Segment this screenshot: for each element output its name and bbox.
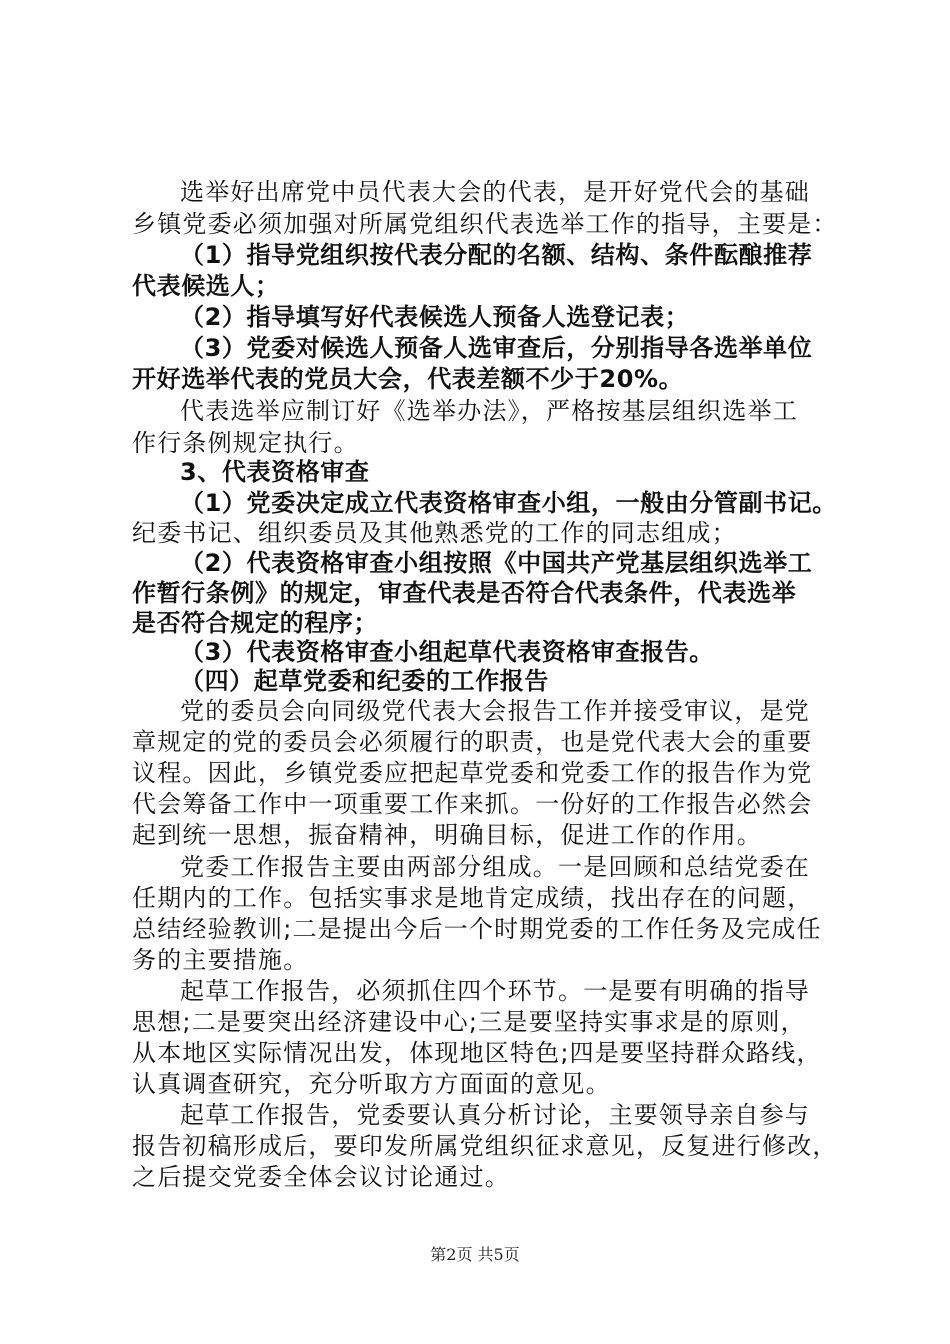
text-line: 作暂行条例》的规定，审查代表是否符合代表条件，代表选举 [132, 579, 797, 607]
text-line: （1）党委决定成立代表资格审查小组，一般由分管副书记。 [180, 489, 837, 517]
text-line: 代表选举应制订好《选举办法》，严格按基层组织选举工 [180, 397, 798, 425]
text-line: 起草工作报告，必须抓住四个环节。一是要有明确的指导 [180, 977, 810, 1005]
text-line: 党委工作报告主要由两部分组成。一是回顾和总结党委在 [180, 853, 810, 881]
text-line: 起草工作报告，党委要认真分析讨论，主要领导亲自参与 [180, 1101, 810, 1129]
text-line: 之后提交党委全体会议讨论通过。 [132, 1163, 510, 1191]
page-footer: 第2页 共5页 [430, 1245, 520, 1264]
section-heading: （四）起草党委和纪委的工作报告 [180, 667, 549, 695]
text-line: 乡镇党委必须加强对所属党组织代表选举工作的指导，主要是： [132, 210, 838, 238]
text-line: （3）党委对候选人预备人选审查后，分别指导各选举单位 [180, 334, 813, 362]
text-line: （2）指导填写好代表候选人预备人选登记表； [180, 303, 690, 331]
text-line: 起到统一思想，振奋精神，明确目标，促进工作的作用。 [132, 821, 762, 849]
text-line: 任期内的工作。包括实事求是地肯定成绩，找出存在的问题， [132, 884, 813, 912]
text-line: 选举好出席党中员代表大会的代表，是开好党代会的基础 [180, 178, 810, 206]
text-line: 代表候选人； [132, 272, 280, 300]
text-line: 报告初稿形成后，要印发所属党组织征求意见，反复进行修改， [132, 1132, 838, 1160]
text-line: 纪委书记、组织委员及其他熟悉党的工作的同志组成； [132, 519, 737, 547]
text-line: 从本地区实际情况出发，体现地区特色;四是要坚持群众路线， [132, 1039, 822, 1067]
text-line: （3）代表资格审查小组起草代表资格审查报告。 [180, 638, 714, 666]
text-line: 总结经验教训;二是提出今后一个时期党委的工作任务及完成任 [132, 915, 822, 943]
text-line: 是否符合规定的程序； [132, 609, 378, 637]
text-line: 章规定的党的委员会必须履行的职责，也是党代表大会的重要 [132, 728, 813, 756]
text-line: （2）代表资格审查小组按照《中国共产党基层组织选举工 [180, 549, 813, 577]
text-line: 党的委员会向同级党代表大会报告工作并接受审议，是党 [180, 697, 810, 725]
text-line: 思想;二是要突出经济建设中心;三是要坚持实事求是的原则， [132, 1008, 806, 1036]
section-heading: 3、代表资格审查 [180, 458, 370, 486]
text-line: 代会筹备工作中一项重要工作来抓。一份好的工作报告必然会 [132, 790, 813, 818]
text-line: 务的主要措施。 [132, 946, 309, 974]
text-line: 认真调查研究，充分听取方方面面的意见。 [132, 1070, 611, 1098]
text-line: 开好选举代表的党员大会，代表差额不少于20%。 [132, 365, 684, 393]
text-line: 议程。因此，乡镇党委应把起草党委和党委工作的报告作为党 [132, 759, 813, 787]
text-line: 作行条例规定执行。 [132, 429, 359, 457]
text-line: （1）指导党组织按代表分配的名额、结构、条件酝酿推荐 [180, 241, 813, 269]
